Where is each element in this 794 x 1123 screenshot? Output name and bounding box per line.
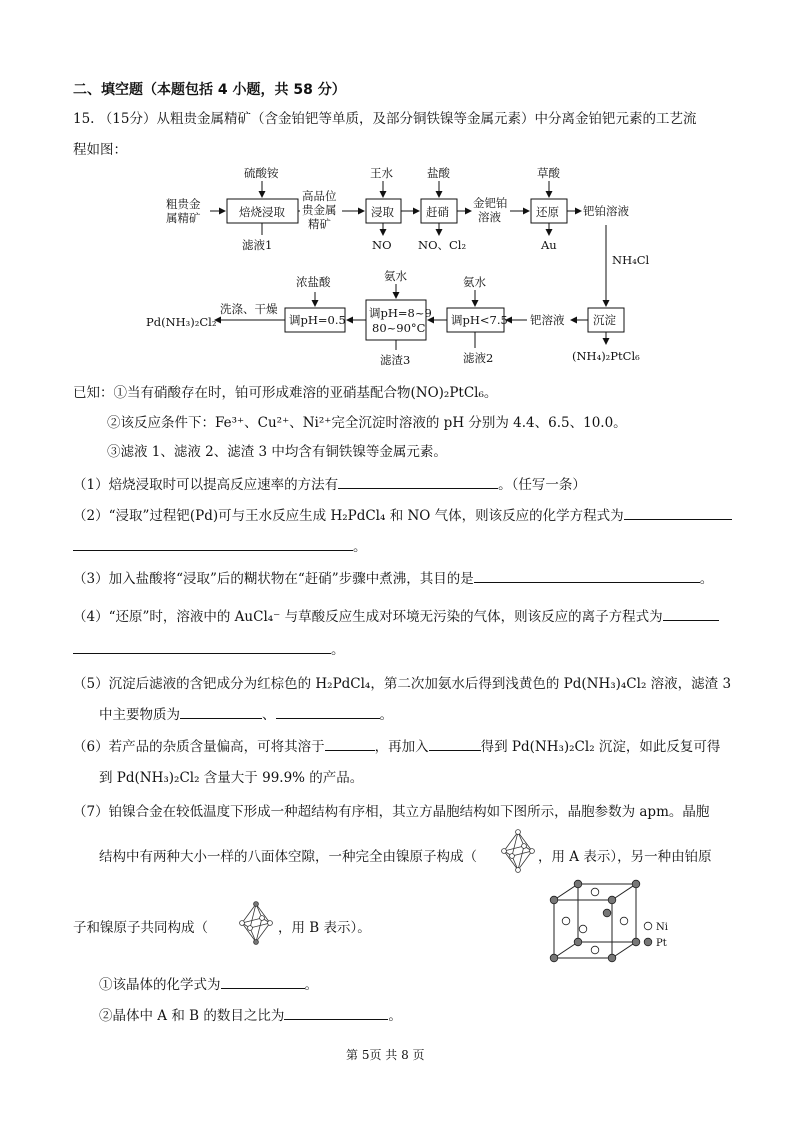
question-4-end: 。 (331, 642, 345, 658)
answer-blank-7b[interactable] (284, 1005, 388, 1020)
legend-ni-label: Ni (656, 922, 668, 933)
question-7-text-e: ，用 B 表示）。 (278, 920, 371, 936)
question-6-cont: 到 Pd(NH₃)₂Cl₂ 含量大于 99.9% 的产品。 (99, 770, 364, 786)
question-15-intro-line2: 程如图： (73, 142, 127, 158)
question-15-intro-line1: 15. （15分）从粗贵金属精矿（含金铂钯等单质，及部分铜铁镍等金属元素）中分离金铂钯元素的工艺流 (73, 111, 697, 127)
box-ph-75-label: 调pH<7.5 (451, 313, 508, 327)
question-3 (73, 567, 713, 587)
question-6 (73, 735, 720, 755)
hi-grade-label-3: 精矿 (308, 217, 331, 231)
filtrate-2-label: 滤液2 (463, 351, 494, 365)
question-7-line3 (73, 916, 208, 936)
gas-no-cl2-label: NO、Cl₂ (418, 238, 467, 252)
question-5-sep: 、 (262, 707, 276, 723)
unit-cell-diagram (548, 878, 678, 964)
question-7-sub1 (99, 973, 318, 993)
box-reduce-label: 还原 (536, 205, 559, 219)
process-flow-diagram (0, 0, 794, 380)
answer-blank-6b[interactable] (429, 736, 481, 751)
octahedral-void-a-icon (498, 829, 538, 873)
section-title: 二、填空题（本题包括 4 小题，共 58 分） (73, 82, 346, 98)
reagent-conc-hcl: 浓盐酸 (296, 275, 331, 289)
solution-pd-pt-label: 钯铂溶液 (583, 204, 629, 218)
question-7-sub2 (99, 1004, 402, 1024)
question-6-text: （6）若产品的杂质含量偏高，可将其溶于 (73, 739, 325, 755)
reagent-ammonia-1: 氨水 (463, 275, 486, 289)
hi-grade-label-1: 高品位 (302, 189, 337, 203)
solution-au-pd-pt-1: 金钯铂 (473, 196, 508, 210)
page-footer: 第 5页 共 8 页 (346, 1048, 425, 1062)
question-1-end: 。（任写一条） (498, 477, 586, 493)
question-7-line2 (99, 845, 477, 865)
octahedral-void-b-icon (236, 901, 276, 945)
step-wash-dry-label: 洗涤、干燥 (220, 302, 278, 316)
question-7-sub2-text: ②晶体中 A 和 B 的数目之比为 (99, 1008, 285, 1024)
reagent-oxalic-acid: 草酸 (537, 166, 560, 180)
answer-blank-4a[interactable] (663, 606, 719, 621)
answer-blank-4b[interactable] (73, 639, 331, 654)
question-4-text: （4）“还原”时，溶液中的 AuCl₄⁻ 与草酸反应生成对环境无污染的气体，则该反应的离子方程式为 (73, 609, 663, 625)
answer-blank-2b[interactable] (73, 536, 353, 551)
question-7: （7）铂镍合金在较低温度下形成一种超结构有序相，其立方晶胞结构如下图所示，晶胞参数为 apm。晶胞 (73, 804, 710, 820)
box-ph-05-label: 调pH=0.5 (289, 313, 346, 327)
question-5-text: 中主要物质为 (99, 707, 180, 723)
question-7-sub1-text: ①该晶体的化学式为 (99, 977, 221, 993)
question-4 (73, 605, 719, 625)
question-6-end: 得到 Pd(NH₃)₂Cl₂ 沉淀，如此反复可得 (480, 739, 721, 755)
answer-blank-5b[interactable] (276, 704, 380, 719)
question-3-end: 。 (699, 571, 714, 587)
box-precipitate-label: 沉淀 (593, 313, 616, 327)
question-6-mid: ，再加入 (374, 739, 429, 755)
hi-grade-label-2: 贵金属 (302, 203, 337, 217)
solution-pd-label: 钯溶液 (530, 313, 565, 327)
box-ph-89-label-2: 80~90°C (372, 321, 426, 335)
reagent-ammonium-sulfate: 硫酸铵 (244, 166, 279, 180)
question-2-text: （2）“浸取”过程钯(Pd)可与王水反应生成 H₂PdCl₄ 和 NO 气体，则该反应的化学方程式为 (73, 508, 624, 524)
question-2-end: 。 (353, 539, 367, 555)
product-ammonium-chloroplatinate: (NH₄)₂PtCl₆ (572, 349, 640, 363)
question-2-cont (73, 535, 367, 555)
answer-blank-1[interactable] (338, 474, 498, 489)
question-5: （5）沉淀后滤液的含钯成分为红棕色的 H₂PdCl₄，第二次加氨水后得到浅黄色的 Pd(NH₃)₄Cl₂ 溶液，滤渣 3 (73, 676, 732, 692)
product-au-label: Au (541, 238, 557, 252)
answer-blank-6a[interactable] (325, 736, 375, 751)
raw-material-label-2: 属精矿 (166, 211, 201, 225)
reagent-nh4cl: NH₄Cl (612, 253, 650, 267)
gas-no-label: NO (372, 238, 392, 252)
raw-material-label-1: 粗贵金 (166, 197, 201, 211)
question-2 (73, 504, 732, 524)
answer-blank-2a[interactable] (624, 505, 732, 520)
reagent-aqua-regia: 王水 (370, 166, 393, 180)
box-denitrate-label: 赶硝 (426, 205, 449, 219)
question-4-cont (73, 638, 345, 658)
question-1 (73, 473, 586, 493)
box-ph-89-label-1: 调pH=8~9 (369, 306, 432, 320)
known-item-1: 已知：①当有硝酸存在时，铂可形成难溶的亚硝基配合物(NO)₂PtCl₆。 (73, 385, 498, 401)
question-7-text-d: 子和镍原子共同构成（ (73, 920, 208, 936)
question-5-cont (99, 703, 393, 723)
reagent-hcl: 盐酸 (427, 166, 450, 180)
answer-blank-7a[interactable] (221, 974, 305, 989)
final-product-label: Pd(NH₃)₂Cl₂ (146, 315, 217, 329)
question-7-sub2-end: 。 (388, 1008, 402, 1024)
solution-au-pd-pt-2: 溶液 (478, 210, 501, 224)
box-roast-label: 焙烧浸取 (239, 205, 285, 219)
box-leach-label: 浸取 (371, 205, 394, 219)
filtrate-1-label: 滤液1 (242, 238, 273, 252)
known-item-2: ②该反应条件下：Fe³⁺、Cu²⁺、Ni²⁺完全沉淀时溶液的 pH 分别为 4.4、6.5、10.0。 (107, 415, 627, 431)
legend-pt-label: Pt (656, 938, 667, 949)
known-item-3: ③滤液 1、滤液 2、滤渣 3 中均含有铜铁镍等金属元素。 (107, 444, 447, 460)
answer-blank-5a[interactable] (180, 704, 262, 719)
filtrate-3-label: 滤渣3 (380, 353, 411, 367)
answer-blank-3[interactable] (474, 568, 700, 583)
question-7-sub1-end: 。 (304, 977, 318, 993)
question-7-text-c: ，用 A 表示），另一种由铂原 (538, 849, 712, 865)
question-1-text: （1）焙烧浸取时可以提高反应速率的方法有 (73, 477, 339, 493)
reagent-ammonia-2: 氨水 (384, 269, 407, 283)
question-7-text-b: 结构中有两种大小一样的八面体空隙，一种完全由镍原子构成（ (99, 849, 477, 865)
question-5-end: 。 (379, 707, 393, 723)
question-3-text: （3）加入盐酸将“浸取”后的糊状物在“赶硝”步骤中煮沸，其目的是 (73, 571, 474, 587)
